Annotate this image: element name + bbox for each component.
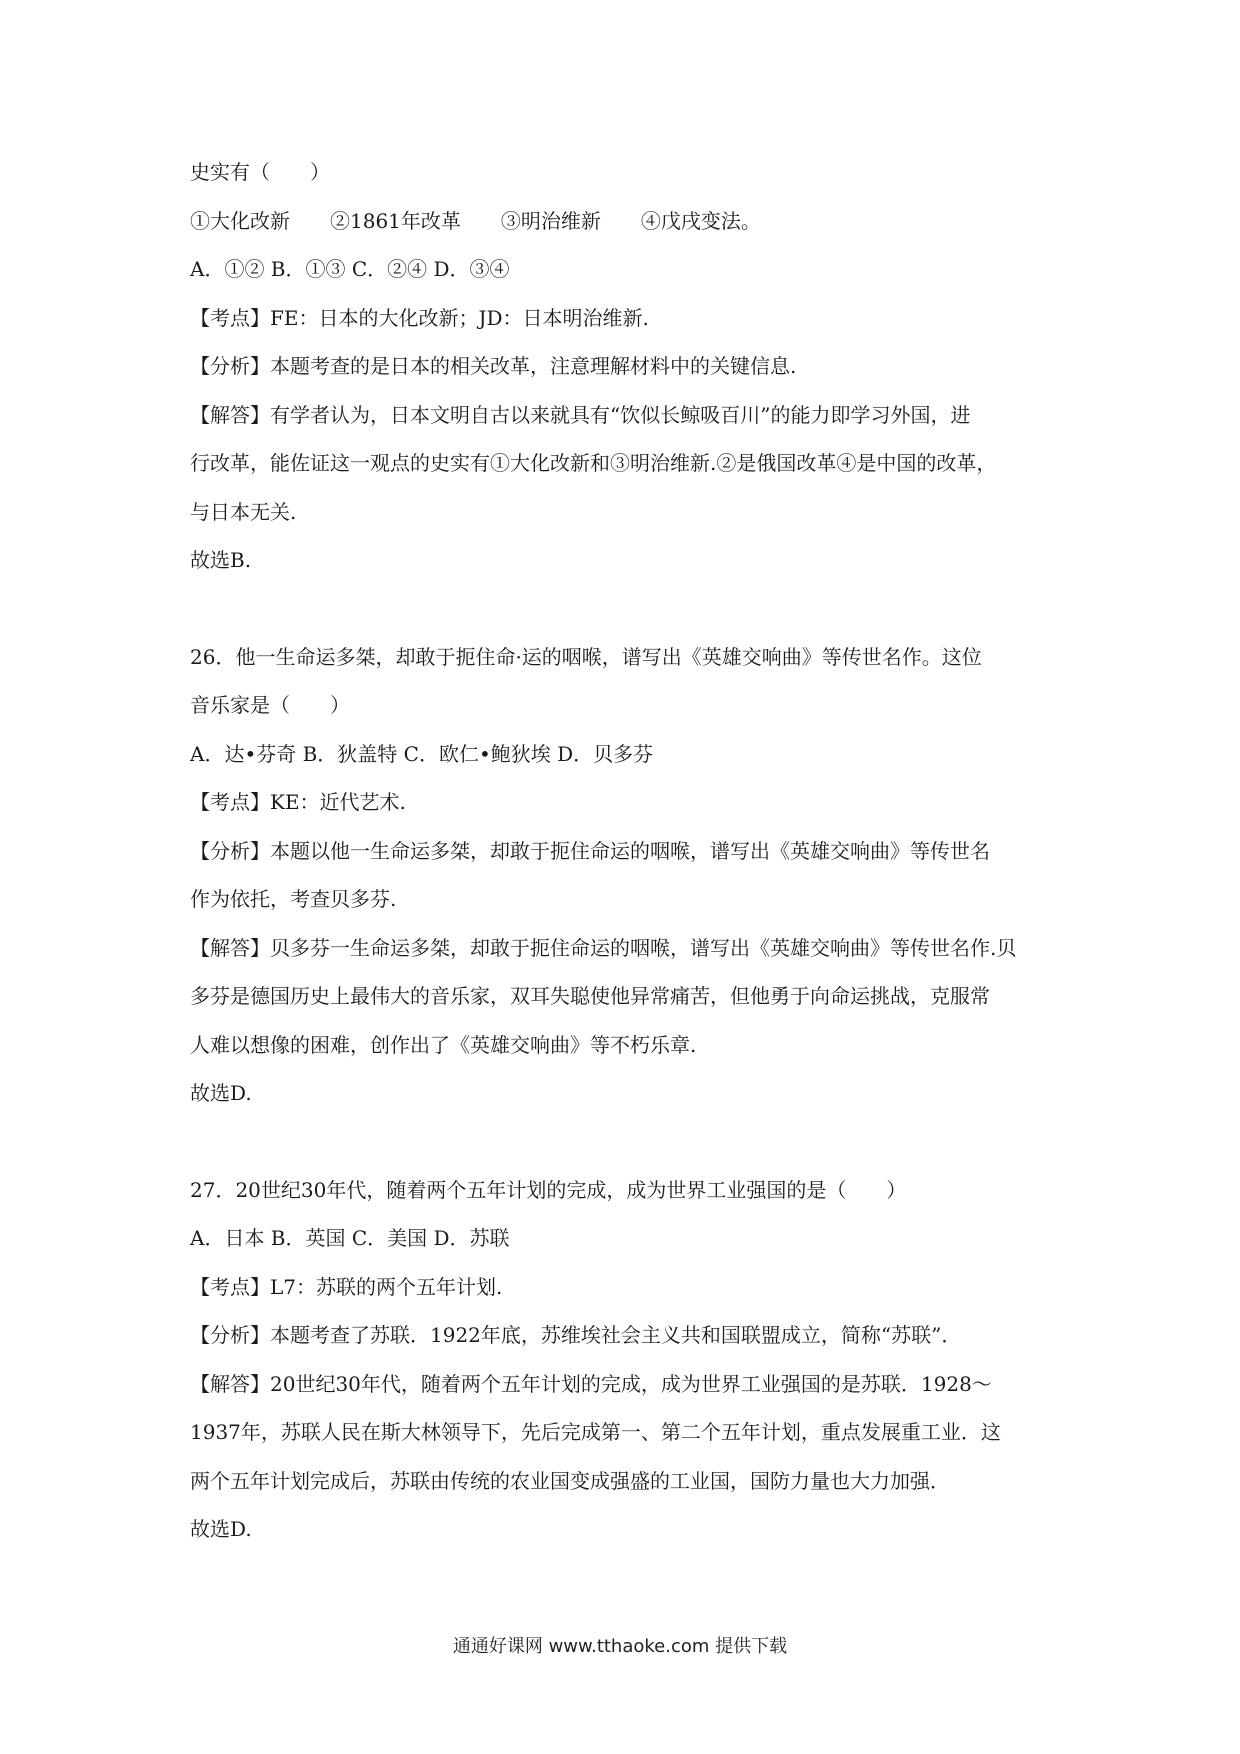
block-spacer: [190, 595, 1060, 643]
solution-line: 1937年，苏联人民在斯大林领导下，先后完成第一、第二个五年计划，重点发展重工业．这: [190, 1420, 1001, 1444]
analysis-line: 作为依托，考查贝多芬.: [190, 887, 397, 911]
solution-line: 【解答】20世纪30年代，随着两个五年计划的完成，成为世界工业强国的是苏联．1928～: [190, 1371, 992, 1396]
question-stem-line: 音乐家是（ ）: [190, 693, 350, 717]
question-25-block: [190, 158, 1060, 575]
question-stem-line: 27．20世纪30年代，随着两个五年计划的完成，成为世界工业强国的是（ ）: [190, 1177, 907, 1202]
solution-line: 两个五年计划完成后，苏联由传统的农业国变成强盛的工业国，国防力量也大力加强．: [190, 1468, 950, 1493]
question-27-block: [190, 1176, 1060, 1545]
kaodian-line: 【考点】L7：苏联的两个五年计划.: [190, 1274, 503, 1299]
answer-choice-line: 故选B.: [190, 548, 252, 572]
solution-line: 多芬是德国历史上最伟大的音乐家，双耳失聪使他异常痛苦，但他勇于向命运挑战，克服常: [190, 984, 990, 1008]
answer-options-line: A．日本 B．英国 C．美国 D．苏联: [190, 1226, 510, 1250]
kaodian-line: 【考点】FE：日本的大化改新；JD：日本明治维新.: [190, 305, 649, 330]
question-items-line: ①大化改新 ②1861年改革 ③明治维新 ④戊戌变法。: [190, 208, 761, 233]
solution-line: 【解答】贝多芬一生命运多桀，却敢于扼住命运的咽喉，谱写出《英雄交响曲》等传世名作.贝: [190, 935, 1017, 960]
analysis-line: 【分析】本题以他一生命运多桀，却敢于扼住命运的咽喉，谱写出《英雄交响曲》等传世名: [190, 838, 990, 863]
page-footer: 通通好课网 www.tthaoke.com 提供下载: [452, 1636, 788, 1657]
solution-line: 与日本无关.: [190, 499, 297, 524]
kaodian-line: 【考点】KE：近代艺术.: [190, 790, 406, 814]
solution-line: 【解答】有学者认为，日本文明自古以来就具有“饮似长鲸吸百川”的能力即学习外国，进: [190, 402, 971, 427]
analysis-line: 【分析】本题考查了苏联．1922年底，苏维埃社会主义共和国联盟成立，简称“苏联”．: [190, 1323, 962, 1347]
answer-choice-line: 故选D.: [190, 1081, 252, 1105]
question-26-block: [190, 643, 1060, 1109]
question-stem-line: 26．他一生命运多桀，却敢于扼住命·运的咽喉，谱写出《英雄交响曲》等传世名作。这位: [190, 644, 982, 669]
question-stem-line: 史实有（ ）: [190, 160, 330, 184]
document-content: [190, 158, 1060, 1564]
solution-line: 行改革，能佐证这一观点的史实有①大化改新和③明治维新.②是俄国改革④是中国的改革，: [190, 451, 997, 475]
answer-options-line: A．①② B．①③ C．②④ D．③④: [190, 257, 510, 281]
block-spacer: [190, 1128, 1060, 1176]
solution-line: 人难以想像的困难，创作出了《英雄交响曲》等不朽乐章.: [190, 1032, 697, 1057]
analysis-line: 【分析】本题考查的是日本的相关改革，注意理解材料中的关键信息.: [190, 354, 797, 378]
answer-choice-line: 故选D.: [190, 1517, 252, 1541]
answer-options-line: A．达•芬奇 B．狄盖特 C．欧仁•鲍狄埃 D．贝多芬: [190, 741, 654, 766]
